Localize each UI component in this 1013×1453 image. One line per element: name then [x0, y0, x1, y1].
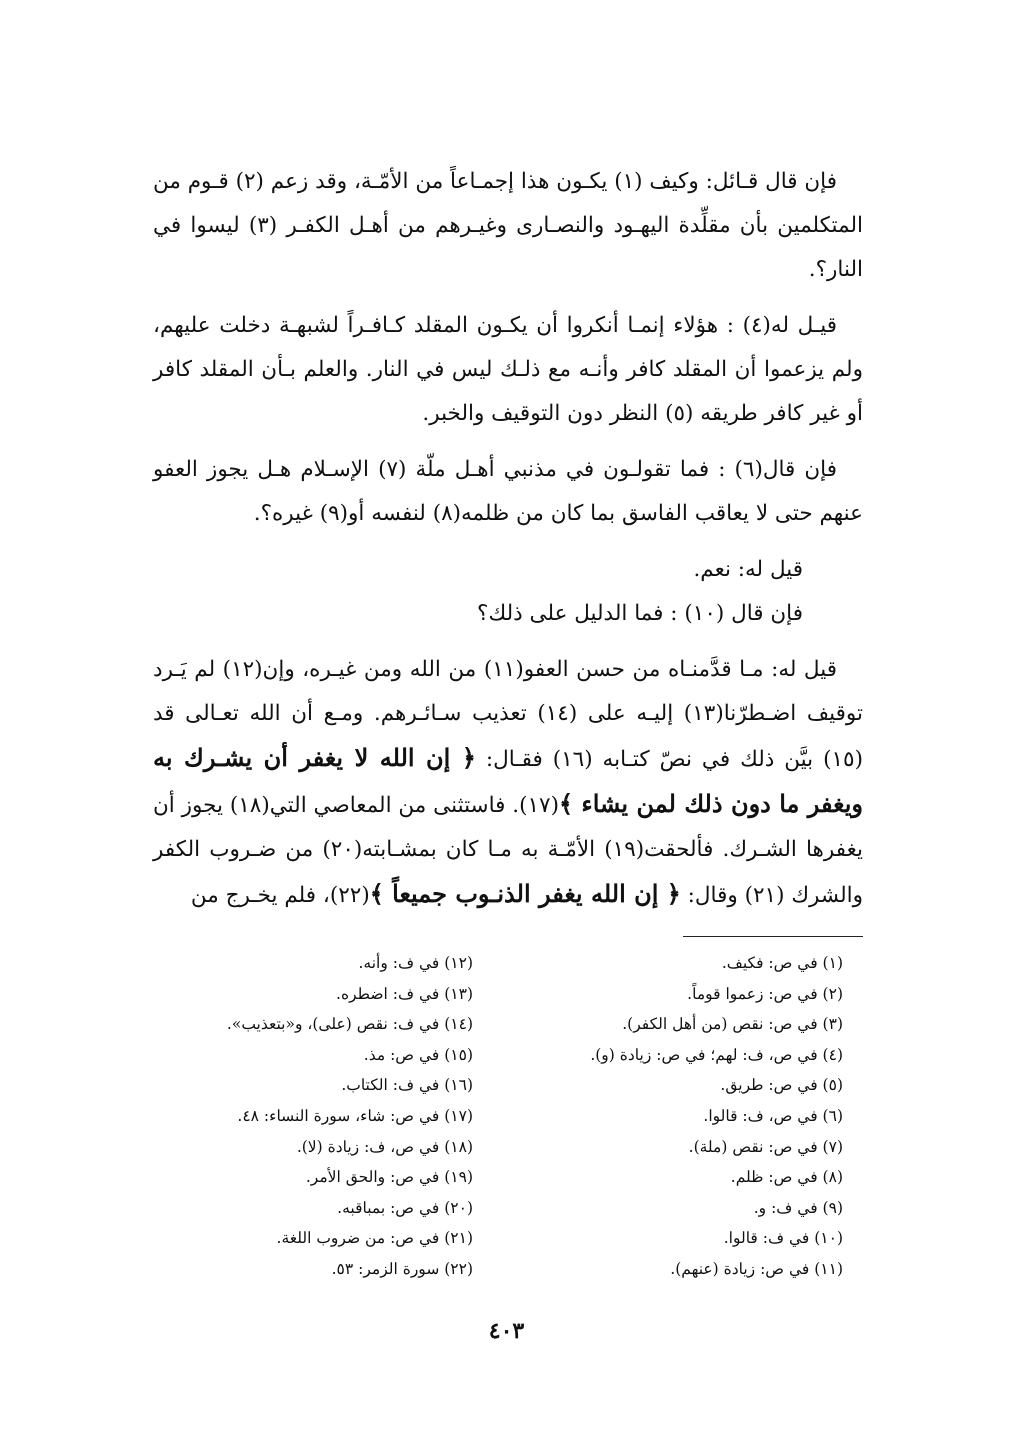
quran-quote-zumar: ﴿ إن الله يغفر الذنـوب جميعاً ﴾ — [369, 879, 681, 908]
footnote: (١٥) في ص: مذ. — [363, 1045, 473, 1064]
footnote: (٢٢) سورة الزمر: ٥٣. — [331, 1259, 473, 1278]
paragraph-question: فإن قال(٦) : فما تقولـون في مذنبي أهـل ملّة (٧) الإسـلام هـل يجوز العفو عنهم حتى لا يعاقب الفاسق بما كان من ظلمه(٨) لنفسه أو(٩) غيره؟. — [153, 457, 863, 526]
footnote: (١) في ص: فكيف. — [721, 954, 843, 972]
footnote: (١٦) في ف: الكتاب. — [341, 1076, 473, 1095]
quran-quote-nisa: ﴿ إن الله لا يغفر أن يشـرك به ويغفر ما دون ذلك لمن يشاء ﴾ — [153, 743, 863, 818]
short-line-question: فإن قال (١٠) : فما الدليل على ذلك؟ — [477, 601, 803, 626]
footnote: (١٣) في ف: اضطره. — [336, 984, 473, 1003]
page-number: ٤٠٣ — [488, 1318, 525, 1344]
proof-text-part1: قيل له: مـا قدَّمنـاه من حسن العفو(١١) من الله ومن غيـره، وإن(١٢) لم يَـرد توقيف اضـطرّنا(١٣) إليـه على (١٤) تعذيب سـائـرهم. ومـع أن الله تعـالى قد (١٥) بيَّن ذلك في نصّ كتـابه (١٦) فقـال: — [153, 657, 863, 772]
footnotes-column-right — [513, 948, 843, 1285]
footnote-divider — [683, 936, 863, 937]
footnote: (١٩) في ص: والحق الأمر. — [305, 1168, 473, 1187]
footnotes-column-left — [143, 948, 473, 1285]
footnote: (١٨) في ص، ف: زيادة (لا). — [296, 1137, 473, 1156]
proof-text-part3: (٢٢)، فلم يخـرج من — [190, 883, 370, 908]
short-line-answer: قيل له: نعم. — [693, 557, 803, 582]
paragraph-reply: قيـل له(٤) : هؤلاء إنمـا أنكروا أن يكـون المقلد كـافـراً لشبهـة دخلت عليهم، ولم يزعموا أن المقلد كافر وأنـه مع ذلـك ليس في النار. والعلم بـأن المقلد كافر أو غير كافر طريقه (٥) النظر دون التوقيف والخبر. — [153, 313, 863, 426]
footnote: (٢) في ص: زعموا قوماً. — [687, 984, 843, 1003]
footnote: (١٢) في ف: وأنه. — [358, 954, 473, 972]
footnote: (١٧) في ص: شاء، سورة النساء: ٤٨. — [237, 1106, 473, 1125]
footnote: (١٤) في ف: نقص (على)، و«بتعذيب». — [226, 1015, 473, 1034]
footnote: (٢٠) في ص: بمباقبه. — [337, 1198, 473, 1217]
footnote: (٦) في ص، ف: قالوا. — [703, 1106, 843, 1125]
footnote: (٥) في ص: طريق. — [720, 1076, 843, 1095]
footnote: (٣) في ص: نقص (من أهل الكفر). — [622, 1015, 843, 1034]
footnote: (٢١) في ص: من ضروب اللغة. — [276, 1229, 473, 1248]
footnote: (١١) في ص: زيادة (عنهم). — [670, 1259, 843, 1278]
footnote: (٨) في ص: ظلم. — [730, 1168, 843, 1187]
footnote: (٤) في ص، ف: لهم؛ في ص: زيادة (و). — [590, 1045, 843, 1064]
paragraph-proof — [153, 648, 863, 918]
main-text — [153, 160, 863, 930]
proof-text-part2: (١٧). فاستثنى من المعاصي التي(١٨) يجوز أن يغفرها الشـرك. فألحقت(١٩) الأمّـة به مـا كان بمشـابته(٢٠) من ضـروب الكفر والشرك (٢١) وقال: — [153, 793, 863, 908]
footnote: (٧) في ص: نقص (ملة). — [688, 1137, 843, 1156]
footnote: (٩) في ف: و. — [753, 1198, 843, 1217]
footnote: (١٠) في ف: قالوا. — [723, 1229, 843, 1248]
paragraph-objection: فإن قال قـائل: وكيف (١) يكـون هذا إجمـاعاً من الأمّـة، وقد زعم (٢) قـوم من المتكلمين بأن مقلِّدة اليهـود والنصـارى وغيـرهم من أهـل الكفـر (٣) ليسوا في النار؟. — [153, 169, 863, 282]
